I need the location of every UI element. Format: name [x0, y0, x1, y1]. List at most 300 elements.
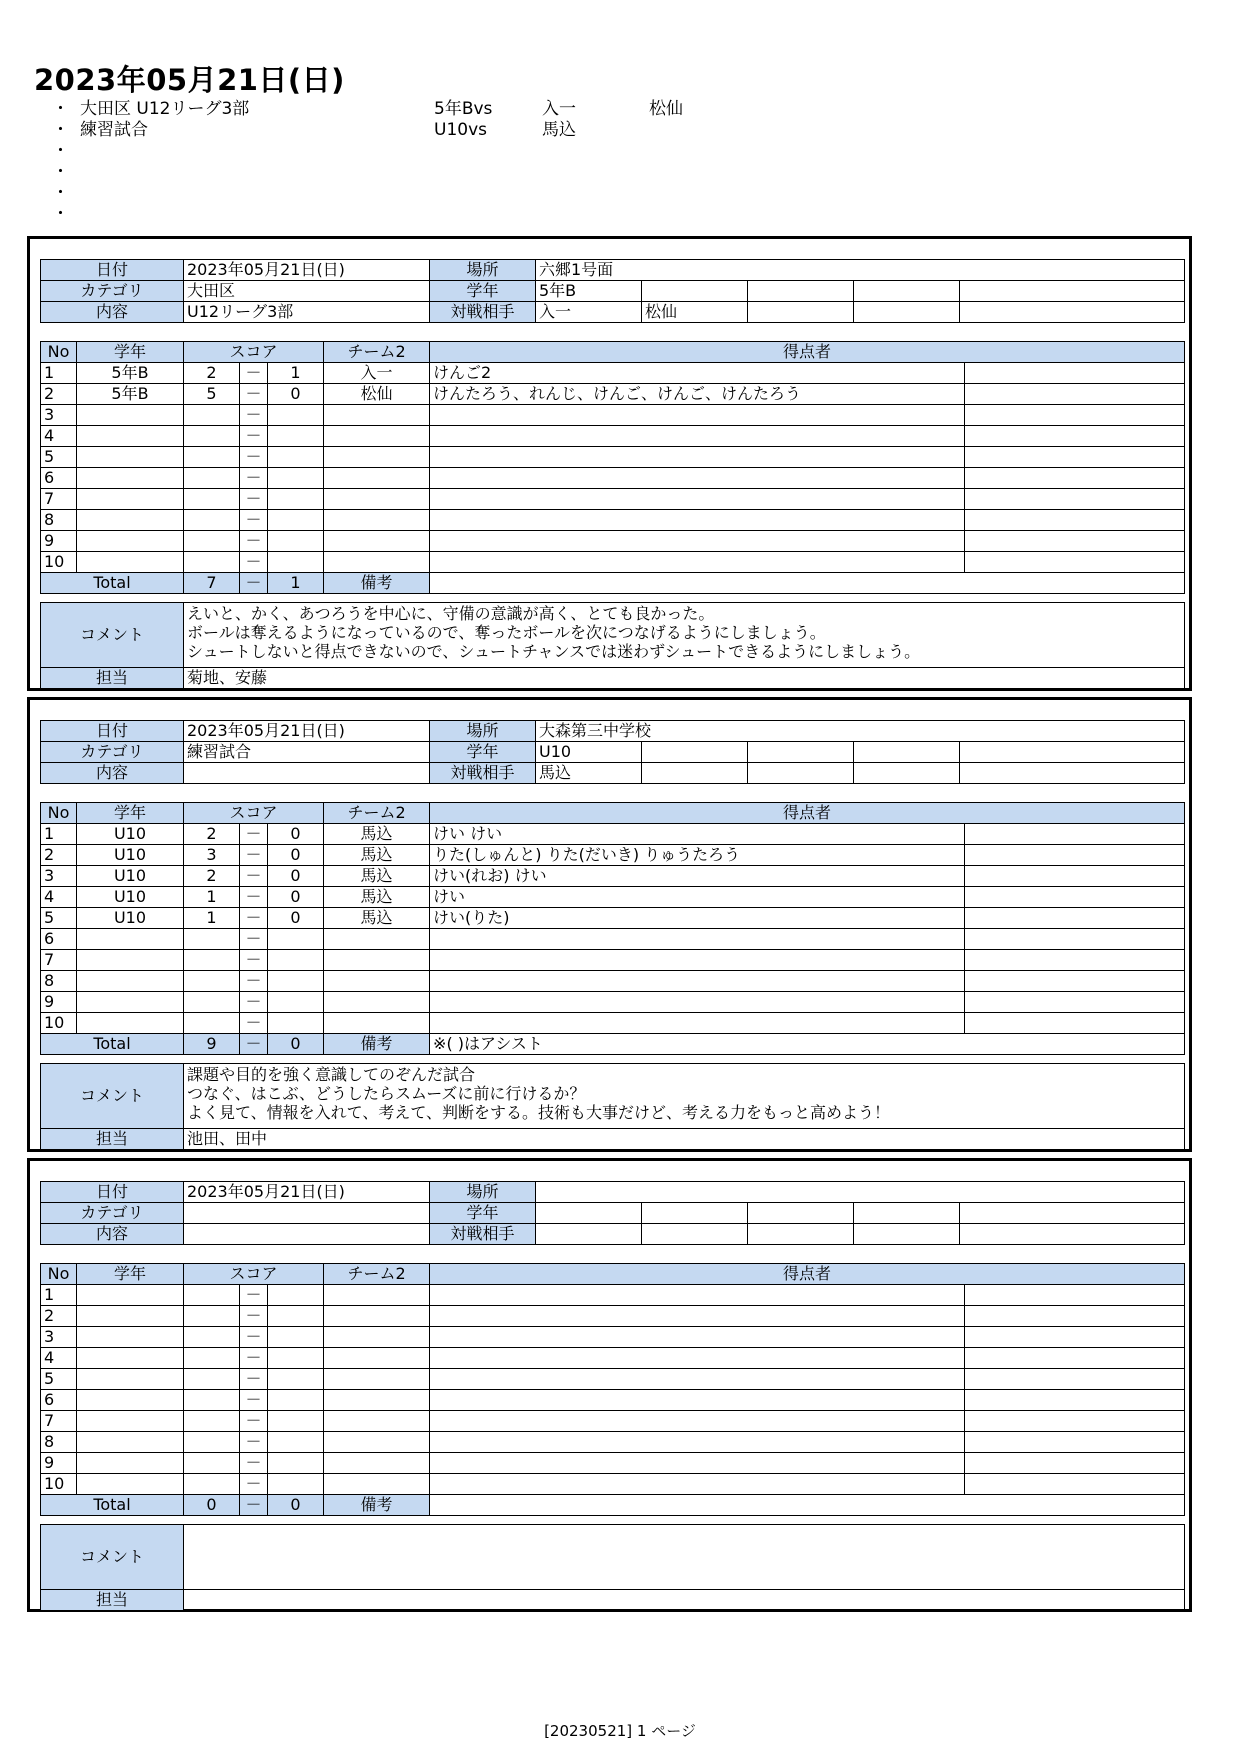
row-grade — [77, 950, 184, 971]
score-home — [184, 1285, 240, 1306]
score-home — [184, 971, 240, 992]
row-grade: U10 — [77, 908, 184, 929]
row-grade: U10 — [77, 887, 184, 908]
row-opponent — [324, 426, 430, 447]
score-home — [184, 468, 240, 489]
summary-opponent: 馬込 — [542, 120, 576, 140]
empty-cell — [748, 742, 854, 763]
total-home: 7 — [184, 573, 240, 594]
score-dash: － — [240, 1453, 268, 1474]
table-row — [41, 1432, 1185, 1453]
score-away — [268, 1411, 324, 1432]
score-dash: － — [240, 992, 268, 1013]
row-scorers — [430, 929, 965, 950]
team2-header: チーム2 — [324, 1264, 430, 1285]
empty-cell — [748, 302, 854, 323]
score-away — [268, 447, 324, 468]
row-number: 2 — [41, 384, 77, 405]
table-row — [41, 426, 1185, 447]
row-scorers — [430, 1453, 965, 1474]
empty-cell — [965, 866, 1185, 887]
team2-header: チーム2 — [324, 803, 430, 824]
empty-cell — [854, 302, 960, 323]
comment-text — [184, 1064, 1185, 1129]
match-card — [27, 1158, 1192, 1612]
empty-cell — [854, 1224, 960, 1245]
score-home: 1 — [184, 887, 240, 908]
row-number: 9 — [41, 531, 77, 552]
total-away: 0 — [268, 1495, 324, 1516]
score-away — [268, 1432, 324, 1453]
comment-line: つなぐ、はこぶ、どうしたらスムーズに前に行けるか？ — [187, 1084, 586, 1103]
score-dash: － — [240, 1285, 268, 1306]
table-row — [41, 1390, 1185, 1411]
summary-team: U10vs — [434, 120, 487, 140]
score-dash: － — [240, 866, 268, 887]
comment-line — [187, 1526, 1181, 1545]
row-grade — [77, 552, 184, 573]
table-row — [41, 1348, 1185, 1369]
row-scorers: けい(れお) けい — [430, 866, 965, 887]
row-grade — [77, 929, 184, 950]
row-grade — [77, 1369, 184, 1390]
row-grade — [77, 447, 184, 468]
row-scorers — [430, 1013, 965, 1034]
score-away: 0 — [268, 845, 324, 866]
score-dash: － — [240, 929, 268, 950]
scorers-header: 得点者 — [430, 342, 1185, 363]
empty-cell — [965, 489, 1185, 510]
empty-cell — [965, 1285, 1185, 1306]
score-dash: － — [240, 908, 268, 929]
match-info-table — [40, 720, 1185, 784]
score-away — [268, 1474, 324, 1495]
table-row — [41, 468, 1185, 489]
grade-header: 学年 — [77, 342, 184, 363]
row-grade — [77, 426, 184, 447]
opponent-value — [536, 1224, 642, 1245]
row-opponent — [324, 489, 430, 510]
page-footer: [20230521] 1 ページ — [544, 1722, 696, 1740]
opponent-value: 松仙 — [642, 302, 748, 323]
score-home — [184, 1327, 240, 1348]
row-grade — [77, 1453, 184, 1474]
score-dash: － — [240, 1034, 268, 1055]
table-row — [41, 1474, 1185, 1495]
score-home — [184, 1390, 240, 1411]
row-opponent — [324, 1013, 430, 1034]
empty-cell — [965, 1369, 1185, 1390]
summary-text: 大田区 U12リーグ3部 — [80, 99, 250, 119]
empty-cell — [965, 887, 1185, 908]
row-opponent — [324, 447, 430, 468]
score-dash: － — [240, 950, 268, 971]
table-row — [41, 866, 1185, 887]
grade-header: 学年 — [77, 1264, 184, 1285]
empty-cell — [748, 281, 854, 302]
opponent-value: 入一 — [536, 302, 642, 323]
row-number: 3 — [41, 866, 77, 887]
comment-table — [40, 1524, 1185, 1611]
score-home — [184, 950, 240, 971]
empty-cell — [748, 763, 854, 784]
row-grade — [77, 468, 184, 489]
score-home — [184, 447, 240, 468]
row-opponent — [324, 1327, 430, 1348]
grade-value — [536, 1203, 642, 1224]
score-dash: － — [240, 824, 268, 845]
score-dash: － — [240, 426, 268, 447]
empty-cell — [965, 992, 1185, 1013]
row-number: 6 — [41, 1390, 77, 1411]
comment-line: えいと、かく、あつろうを中心に、守備の意識が高く、とても良かった。 — [187, 604, 715, 623]
table-row — [41, 531, 1185, 552]
content-label: 内容 — [41, 1224, 184, 1245]
score-home: 3 — [184, 845, 240, 866]
row-opponent — [324, 971, 430, 992]
table-row — [41, 405, 1185, 426]
score-home — [184, 531, 240, 552]
table-row — [41, 1285, 1185, 1306]
table-row — [41, 1306, 1185, 1327]
row-grade — [77, 992, 184, 1013]
row-scorers — [430, 531, 965, 552]
comment-line: よく見て、情報を入れて、考えて、判断をする。技術も大事だけど、考える力をもっと高めよう！ — [187, 1103, 891, 1122]
score-away — [268, 552, 324, 573]
staff-value: 菊地、安藤 — [184, 668, 1185, 689]
row-scorers: けい けい — [430, 824, 965, 845]
empty-cell — [965, 1432, 1185, 1453]
empty-cell — [642, 281, 748, 302]
category-label: カテゴリ — [41, 742, 184, 763]
row-grade: U10 — [77, 866, 184, 887]
row-scorers — [430, 1390, 965, 1411]
score-home — [184, 552, 240, 573]
total-home: 9 — [184, 1034, 240, 1055]
row-scorers — [430, 426, 965, 447]
score-home — [184, 1013, 240, 1034]
empty-cell — [965, 1390, 1185, 1411]
empty-cell — [965, 971, 1185, 992]
row-scorers — [430, 552, 965, 573]
content-value — [184, 763, 430, 784]
place-label: 場所 — [430, 721, 536, 742]
comment-label: コメント — [41, 603, 184, 668]
score-dash: － — [240, 1013, 268, 1034]
empty-cell — [642, 1203, 748, 1224]
remarks-label: 備考 — [324, 1034, 430, 1055]
row-grade — [77, 1411, 184, 1432]
score-dash: － — [240, 1390, 268, 1411]
table-row — [41, 1369, 1185, 1390]
row-opponent — [324, 1390, 430, 1411]
row-grade — [77, 1432, 184, 1453]
row-opponent — [324, 531, 430, 552]
row-grade — [77, 510, 184, 531]
table-row — [41, 845, 1185, 866]
empty-cell — [965, 447, 1185, 468]
staff-value: 池田、田中 — [184, 1129, 1185, 1150]
row-opponent — [324, 1348, 430, 1369]
date-label: 日付 — [41, 1182, 184, 1203]
score-away: 0 — [268, 908, 324, 929]
comment-table — [40, 1063, 1185, 1150]
score-dash: － — [240, 468, 268, 489]
row-number: 10 — [41, 552, 77, 573]
score-header: スコア — [184, 803, 324, 824]
row-opponent — [324, 510, 430, 531]
row-opponent: 馬込 — [324, 908, 430, 929]
score-home: 1 — [184, 908, 240, 929]
content-label: 内容 — [41, 302, 184, 323]
row-scorers: けい(りた) — [430, 908, 965, 929]
place-label: 場所 — [430, 260, 536, 281]
date-value: 2023年05月21日(日) — [184, 721, 430, 742]
row-opponent — [324, 468, 430, 489]
grade-label: 学年 — [430, 742, 536, 763]
score-dash: － — [240, 1369, 268, 1390]
summary-text: 練習試合 — [80, 120, 148, 140]
empty-cell — [854, 742, 960, 763]
row-opponent — [324, 1369, 430, 1390]
score-header: スコア — [184, 342, 324, 363]
empty-cell — [965, 929, 1185, 950]
row-grade — [77, 1306, 184, 1327]
total-home: 0 — [184, 1495, 240, 1516]
row-opponent: 松仙 — [324, 384, 430, 405]
empty-cell — [960, 302, 1185, 323]
score-away: 0 — [268, 384, 324, 405]
match-card — [27, 236, 1192, 691]
empty-cell — [965, 405, 1185, 426]
row-number: 9 — [41, 1453, 77, 1474]
score-away — [268, 1306, 324, 1327]
no-header: No — [41, 1264, 77, 1285]
bullet: ・ — [52, 120, 69, 140]
table-row — [41, 929, 1185, 950]
total-label: Total — [41, 1495, 184, 1516]
row-grade — [77, 405, 184, 426]
table-row — [41, 1327, 1185, 1348]
empty-cell — [965, 1327, 1185, 1348]
score-away — [268, 531, 324, 552]
score-away — [268, 992, 324, 1013]
row-scorers: けんたろう、れんじ、けんご、けんご、けんたろう — [430, 384, 965, 405]
score-dash: － — [240, 971, 268, 992]
row-opponent: 馬込 — [324, 845, 430, 866]
comment-line — [187, 1564, 1181, 1583]
results-table — [40, 802, 1185, 1055]
empty-cell — [965, 908, 1185, 929]
empty-cell — [960, 763, 1185, 784]
row-grade: 5年B — [77, 363, 184, 384]
row-scorers — [430, 468, 965, 489]
score-home — [184, 510, 240, 531]
score-dash: － — [240, 1474, 268, 1495]
table-row — [41, 824, 1185, 845]
category-label: カテゴリ — [41, 1203, 184, 1224]
row-number: 7 — [41, 1411, 77, 1432]
empty-cell — [642, 742, 748, 763]
row-grade — [77, 1348, 184, 1369]
score-away — [268, 1453, 324, 1474]
row-number: 7 — [41, 950, 77, 971]
remarks-value — [430, 573, 1185, 594]
score-home — [184, 1306, 240, 1327]
row-scorers — [430, 1306, 965, 1327]
row-number: 5 — [41, 1369, 77, 1390]
content-value — [184, 1224, 430, 1245]
empty-cell — [854, 281, 960, 302]
row-opponent: 馬込 — [324, 866, 430, 887]
summary-opponent: 入一 — [542, 99, 576, 119]
no-header: No — [41, 803, 77, 824]
table-row — [41, 908, 1185, 929]
score-away — [268, 971, 324, 992]
row-number: 10 — [41, 1013, 77, 1034]
remarks-value — [430, 1495, 1185, 1516]
row-scorers — [430, 510, 965, 531]
row-number: 7 — [41, 489, 77, 510]
match-info-table — [40, 1181, 1185, 1245]
score-away: 1 — [268, 363, 324, 384]
row-scorers — [430, 1327, 965, 1348]
no-header: No — [41, 342, 77, 363]
score-home — [184, 929, 240, 950]
empty-cell — [960, 1224, 1185, 1245]
score-away — [268, 426, 324, 447]
score-dash: － — [240, 384, 268, 405]
row-grade: U10 — [77, 824, 184, 845]
bullet: ・ — [52, 162, 69, 182]
row-scorers — [430, 447, 965, 468]
empty-cell — [965, 1453, 1185, 1474]
row-opponent — [324, 552, 430, 573]
grade-value: U10 — [536, 742, 642, 763]
row-grade — [77, 1013, 184, 1034]
row-number: 3 — [41, 1327, 77, 1348]
score-header: スコア — [184, 1264, 324, 1285]
opponent-value — [642, 763, 748, 784]
score-home — [184, 1474, 240, 1495]
table-row — [41, 510, 1185, 531]
category-value: 練習試合 — [184, 742, 430, 763]
bullet: ・ — [52, 99, 69, 119]
date-value: 2023年05月21日(日) — [184, 260, 430, 281]
comment-line: 課題や目的を強く意識してのぞんだ試合 — [187, 1065, 476, 1084]
row-grade — [77, 1327, 184, 1348]
match-card — [27, 697, 1192, 1152]
remarks-label: 備考 — [324, 573, 430, 594]
score-dash: － — [240, 1327, 268, 1348]
row-number: 10 — [41, 1474, 77, 1495]
row-number: 8 — [41, 510, 77, 531]
remarks-value: ※( )はアシスト — [430, 1034, 1185, 1055]
table-row — [41, 1411, 1185, 1432]
comment-line: シュートしないと得点できないので、シュートチャンスでは迷わずシュートできるようにしましょう。 — [187, 642, 921, 661]
empty-cell — [960, 742, 1185, 763]
row-scorers: けい — [430, 887, 965, 908]
row-scorers — [430, 1474, 965, 1495]
empty-cell — [965, 1348, 1185, 1369]
score-dash: － — [240, 552, 268, 573]
score-home: 2 — [184, 824, 240, 845]
row-scorers: りた(しゅんと) りた(だいき) りゅうたろう — [430, 845, 965, 866]
row-number: 1 — [41, 1285, 77, 1306]
row-grade — [77, 1474, 184, 1495]
row-scorers: けんご2 — [430, 363, 965, 384]
row-grade — [77, 1390, 184, 1411]
scorers-header: 得点者 — [430, 803, 1185, 824]
category-label: カテゴリ — [41, 281, 184, 302]
row-grade — [77, 531, 184, 552]
score-home — [184, 1453, 240, 1474]
row-number: 1 — [41, 363, 77, 384]
row-number: 8 — [41, 1432, 77, 1453]
score-away: 0 — [268, 866, 324, 887]
empty-cell — [965, 950, 1185, 971]
row-opponent — [324, 1474, 430, 1495]
category-value — [184, 1203, 430, 1224]
opponent-label: 対戦相手 — [430, 1224, 536, 1245]
row-grade — [77, 489, 184, 510]
empty-cell — [965, 845, 1185, 866]
comment-label: コメント — [41, 1525, 184, 1590]
total-away: 0 — [268, 1034, 324, 1055]
score-home — [184, 992, 240, 1013]
grade-value: 5年B — [536, 281, 642, 302]
category-value: 大田区 — [184, 281, 430, 302]
empty-cell — [854, 763, 960, 784]
score-dash: － — [240, 531, 268, 552]
place-value: 大森第三中学校 — [536, 721, 1185, 742]
score-dash: － — [240, 887, 268, 908]
total-label: Total — [41, 1034, 184, 1055]
remarks-label: 備考 — [324, 1495, 430, 1516]
row-scorers — [430, 992, 965, 1013]
score-dash: － — [240, 363, 268, 384]
date-label: 日付 — [41, 721, 184, 742]
table-row — [41, 992, 1185, 1013]
row-scorers — [430, 405, 965, 426]
empty-cell — [965, 426, 1185, 447]
row-number: 2 — [41, 1306, 77, 1327]
row-opponent: 馬込 — [324, 887, 430, 908]
summary-opponent: 松仙 — [649, 99, 683, 119]
row-number: 6 — [41, 468, 77, 489]
table-row — [41, 1453, 1185, 1474]
results-table — [40, 1263, 1185, 1516]
table-row — [41, 950, 1185, 971]
score-dash: － — [240, 1432, 268, 1453]
row-opponent — [324, 1453, 430, 1474]
opponent-value — [642, 1224, 748, 1245]
row-number: 9 — [41, 992, 77, 1013]
empty-cell — [960, 1203, 1185, 1224]
score-away — [268, 1369, 324, 1390]
score-dash: － — [240, 405, 268, 426]
table-row — [41, 887, 1185, 908]
row-grade: U10 — [77, 845, 184, 866]
row-scorers — [430, 1432, 965, 1453]
table-row — [41, 363, 1185, 384]
row-opponent: 入一 — [324, 363, 430, 384]
score-away — [268, 929, 324, 950]
score-home — [184, 1432, 240, 1453]
score-away: 0 — [268, 887, 324, 908]
table-row — [41, 489, 1185, 510]
score-home: 2 — [184, 363, 240, 384]
